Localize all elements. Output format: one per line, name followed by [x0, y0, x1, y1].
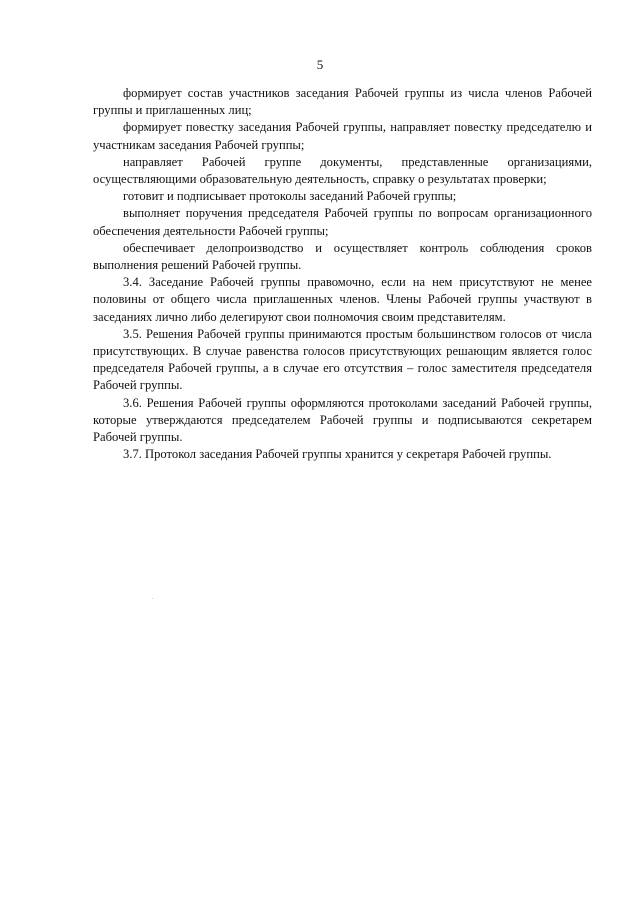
page-number: 5 — [316, 57, 324, 72]
paragraph-6: обеспечивает делопроизводство и осуществляет контроль соблюдения сроков выполнения решений Рабочей группы. — [93, 240, 592, 273]
paragraph-1: формирует состав участников заседания Рабочей группы из числа членов Рабочей группы и приглашенных лиц; — [93, 86, 592, 118]
paragraph-3: направляет Рабочей группе документы, представленные организациями, осуществляющими образовательную деятельность, справку о результатах проверки; — [93, 154, 592, 187]
paragraph-4: готовит и подписывает протоколы заседаний Рабочей группы; — [123, 189, 457, 204]
paragraph-3-5: 3.5. Решения Рабочей группы принимаются простым большинством голосов от числа присутствующих. В случае равенства голосов присутствующих решающим является голос председателя Рабочей группы, а в случае его отсутствия – голос заместителя председателя Рабочей группы. — [93, 326, 592, 393]
paragraph-3-7: 3.7. Протокол заседания Рабочей группы хранится у секретаря Рабочей группы. — [123, 447, 552, 462]
document-body — [93, 85, 592, 463]
paragraph-2: формирует повестку заседания Рабочей группы, направляет повестку председателю и участникам заседания Рабочей группы; — [93, 120, 592, 152]
paragraph-5: выполняет поручения председателя Рабочей группы по вопросам организационного обеспечения деятельности Рабочей группы; — [93, 206, 592, 238]
scan-speck — [152, 598, 153, 599]
paragraph-3-6: 3.6. Решения Рабочей группы оформляются протоколами заседаний Рабочей группы, которые утверждаются председателем Рабочей группы и подписываются секретарем Рабочей группы. — [93, 395, 592, 445]
paragraph-3-4: 3.4. Заседание Рабочей группы правомочно, если на нем присутствуют не менее половины от общего числа приглашенных членов. Члены Рабочей группы участвуют в заседаниях лично либо делегируют свои полномочия своим представителям. — [93, 275, 592, 324]
